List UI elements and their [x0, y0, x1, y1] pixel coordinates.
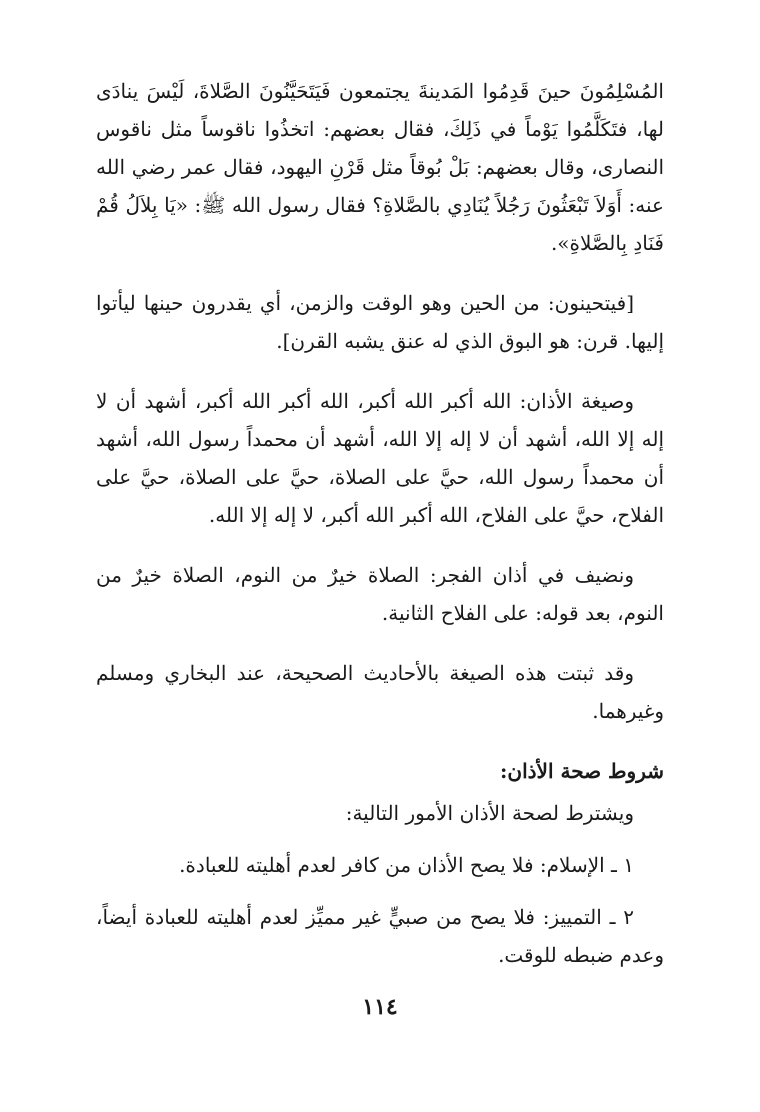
- section-heading: شروط صحة الأذان:: [500, 759, 664, 783]
- condition-item: ١ ـ الإسلام: فلا يصح الأذان من كافر لعدم أهليته للعبادة.: [179, 853, 634, 877]
- paragraph-hadith: المُسْلِمُونَ حينَ قَدِمُوا المَدينةَ يجتمعون فَيَتَحَيَّنُونَ الصَّلاةَ، لَيْسَ ينادَى لها، فتَكَلَّمُوا يَوْماً في ذَلِكَ، فقال بعضهم: اتخذُوا ناقوساً مثل ناقوس النصارى، وقال بعضهم: بَلْ بُوقاً مثل قَرْنِ اليهود، فقال عمر رضي الله عنه: أَوَلاَ تَبْعَثُونَ رَجُلاً يُنَادِي بالصَّلاةِ؟ فقال رسول الله ﷺ: «يَا بِلاَلُ قُمْ فَنَادِ بِالصَّلاةِ».: [96, 79, 664, 255]
- paragraph-fajr-addition: ونضيف في أذان الفجر: الصلاة خيرٌ من النوم، الصلاة خيرٌ من النوم، بعد قوله: على الفلاح الثانية.: [96, 563, 664, 625]
- page-body: [96, 72, 664, 988]
- page-number: ١١٤: [362, 994, 398, 1020]
- conditions-intro: ويشترط لصحة الأذان الأمور التالية:: [345, 801, 634, 825]
- paragraph-glossary: [فيتحينون: من الحين وهو الوقت والزمن، أي يقدرون حينها ليأتوا إليها. قرن: هو البوق الذي له عنق يشبه القرن].: [96, 291, 664, 353]
- condition-item: ٢ ـ التمييز: فلا يصح من صبيٍّ غير مميِّز لعدم أهليته للعبادة أيضاً، وعدم ضبطه للوقت.: [96, 905, 664, 967]
- paragraph-authenticity: وقد ثبتت هذه الصيغة بالأحاديث الصحيحة، عند البخاري ومسلم وغيرهما.: [96, 661, 664, 723]
- paragraph-adhan-wording: وصيغة الأذان: الله أكبر الله أكبر، الله أكبر الله أكبر، أشهد أن لا إله إلا الله، أشهد أن لا إله إلا الله، أشهد أن محمداً رسول الله، أشهد أن محمداً رسول الله، حيَّ على الصلاة، حيَّ على الصلاة، حيَّ على الفلاح، حيَّ على الفلاح، الله أكبر الله أكبر، لا إله إلا الله.: [96, 389, 664, 527]
